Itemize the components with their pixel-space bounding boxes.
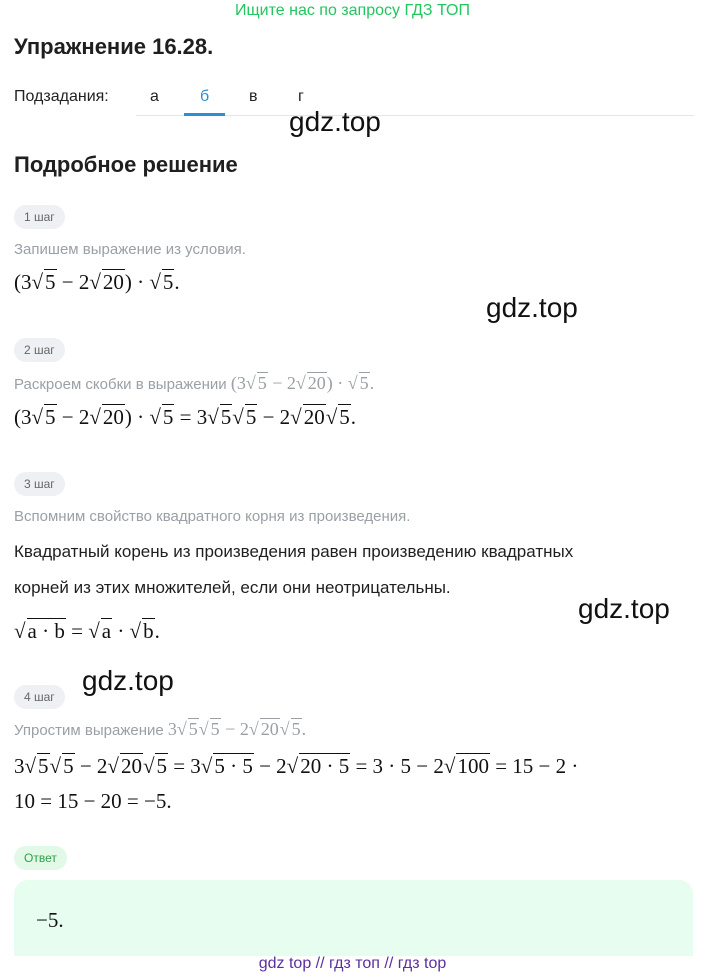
footer-separator: // xyxy=(384,955,394,972)
step-3-hint: Вспомним свойство квадратного корня из произведения. xyxy=(14,508,411,525)
step-2-formula: (3√5 − 2√20) · √5 = 3√5√5 − 2√20√5. xyxy=(14,405,356,429)
step-badge-3: 3 шаг xyxy=(14,472,65,496)
step-1-formula: (3√5 − 2√20) · √5. xyxy=(14,270,180,294)
tab-g[interactable]: г xyxy=(298,88,304,105)
footer-links xyxy=(0,955,705,973)
active-tab-indicator xyxy=(184,113,225,116)
promo-banner: Ищите нас по запросу ГДЗ ТОП xyxy=(235,2,470,19)
step-4-formula-line-1: 3√5√5 − 2√20√5 = 3√5 · 5 − 2√20 · 5 = 3 · 5 − 2√100 = 15 − 2 · xyxy=(14,754,579,778)
subtasks-label: Подзадания: xyxy=(14,88,109,105)
step-2-hint: Раскроем скобки в выражении (3√ 5 − 2√ 20) · √ 5. xyxy=(14,373,375,393)
answer-badge: Ответ xyxy=(14,846,67,870)
step-1-hint: Запишем выражение из условия. xyxy=(14,241,246,258)
answer-box xyxy=(14,880,693,956)
step-badge-4: 4 шаг xyxy=(14,685,65,709)
answer-value: −5. xyxy=(36,908,64,932)
step-3-text-2: корней из этих множителей, если они неотрицательны. xyxy=(14,578,451,597)
footer-separator: // xyxy=(315,955,325,972)
watermark: gdz.top xyxy=(578,593,670,624)
step-badge-1: 1 шаг xyxy=(14,205,65,229)
step-badge-2: 2 шаг xyxy=(14,338,65,362)
tab-v[interactable]: в xyxy=(249,88,258,105)
step-4-formula-line-2: 10 = 15 − 20 = −5. xyxy=(14,789,172,813)
tab-b[interactable]: б xyxy=(200,88,210,105)
footer-link-1[interactable]: gdz top xyxy=(258,955,312,972)
tab-a[interactable]: а xyxy=(150,88,159,105)
step-4-hint: Упростим выражение 3√ 5√ 5 − 2√ 20√ 5. xyxy=(14,719,307,739)
watermark: gdz.top xyxy=(289,106,381,137)
step-3-text-1: Квадратный корень из произведения равен произведению квадратных xyxy=(14,542,574,561)
footer-link-3[interactable]: гдз top xyxy=(397,955,447,972)
section-title: Подробное решение xyxy=(14,152,238,177)
page-title: Упражнение 16.28. xyxy=(14,34,214,59)
watermark: gdz.top xyxy=(82,665,174,696)
footer-link-2[interactable]: гдз топ xyxy=(329,955,380,972)
step-3-formula: √a · b = √a · √b. xyxy=(14,619,160,643)
watermark: gdz.top xyxy=(486,292,578,323)
